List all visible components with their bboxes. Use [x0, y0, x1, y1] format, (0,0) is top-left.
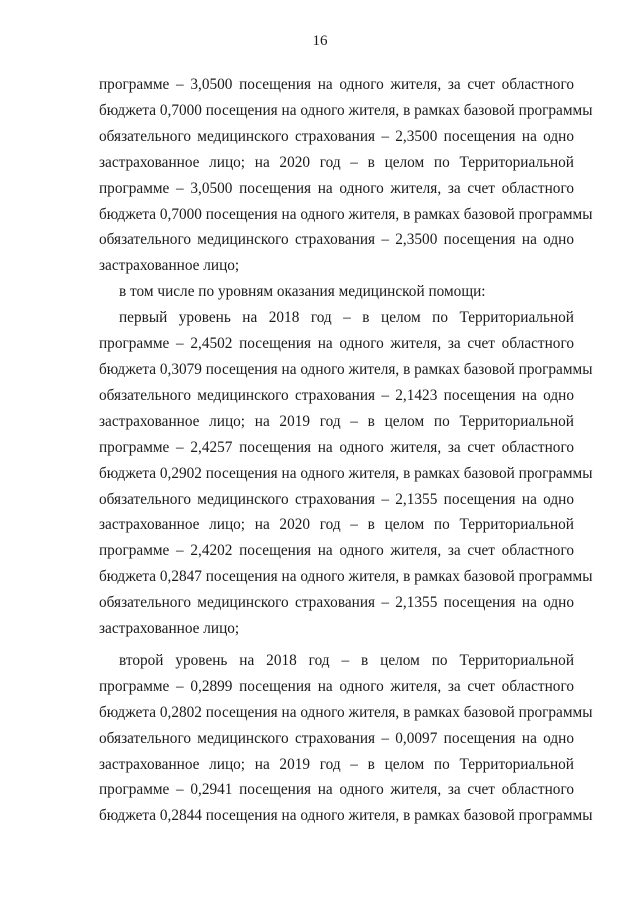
text-line: первый уровень на 2018 год – в целом по Территориальной	[119, 309, 574, 327]
text-line: обязательного медицинского страхования – 2,1423 посещения на одно	[99, 386, 574, 404]
text-line: программе – 2,4202 посещения на одного жителя, за счет областного	[99, 542, 574, 560]
text-line: второй уровень на 2018 год – в целом по Территориальной	[119, 651, 574, 669]
paragraph	[99, 72, 593, 279]
text-line: программе – 2,4502 посещения на одного жителя, за счет областного	[99, 335, 574, 353]
text-line: застрахованное лицо; на 2019 год – в целом по Территориальной	[99, 412, 574, 430]
text-line: обязательного медицинского страхования – 2,3500 посещения на одно	[99, 127, 574, 145]
paragraph	[99, 648, 593, 829]
text-line: программе – 3,0500 посещения на одного жителя, за счет областного	[99, 76, 574, 93]
text-line: программе – 0,2899 посещения на одного жителя, за счет областного	[99, 677, 574, 695]
text-line: бюджета 0,2802 посещения на одного жителя, в рамках базовой программы	[99, 703, 593, 721]
page-number: 16	[312, 33, 328, 49]
text-line: бюджета 0,2844 посещения на одного жителя, в рамках базовой программы	[99, 807, 593, 825]
text-line: бюджета 0,2902 посещения на одного жителя, в рамках базовой программы	[99, 464, 593, 482]
text-line: обязательного медицинского страхования – 2,1355 посещения на одно	[99, 594, 574, 612]
text-line: обязательного медицинского страхования – 2,3500 посещения на одно	[99, 231, 574, 249]
text-line: застрахованное лицо;	[99, 257, 240, 275]
paragraph	[99, 305, 593, 642]
text-line: застрахованное лицо; на 2020 год – в целом по Территориальной	[99, 153, 574, 171]
text-line: программе – 3,0500 посещения на одного жителя, за счет областного	[99, 179, 574, 197]
text-line: программе – 0,2941 посещения на одного жителя, за счет областного	[99, 781, 574, 799]
text-line: бюджета 0,7000 посещения на одного жителя, в рамках базовой программы	[99, 205, 593, 223]
text-line: застрахованное лицо; на 2020 год – в целом по Территориальной	[99, 516, 574, 534]
text-line: обязательного медицинского страхования – 0,0097 посещения на одно	[99, 729, 574, 747]
text-line: застрахованное лицо;	[99, 620, 240, 638]
document-body	[99, 72, 593, 829]
text-line: в том числе по уровням оказания медицинской помощи:	[119, 283, 486, 301]
text-line: бюджета 0,2847 посещения на одного жителя, в рамках базовой программы	[99, 568, 593, 586]
paragraph	[99, 279, 574, 305]
text-line: бюджета 0,7000 посещения на одного жителя, в рамках базовой программы	[99, 101, 593, 119]
text-line: программе – 2,4257 посещения на одного жителя, за счет областного	[99, 438, 574, 456]
text-line: застрахованное лицо; на 2019 год – в целом по Территориальной	[99, 755, 574, 773]
text-line: бюджета 0,3079 посещения на одного жителя, в рамках базовой программы	[99, 360, 593, 378]
text-line: обязательного медицинского страхования – 2,1355 посещения на одно	[99, 490, 574, 508]
